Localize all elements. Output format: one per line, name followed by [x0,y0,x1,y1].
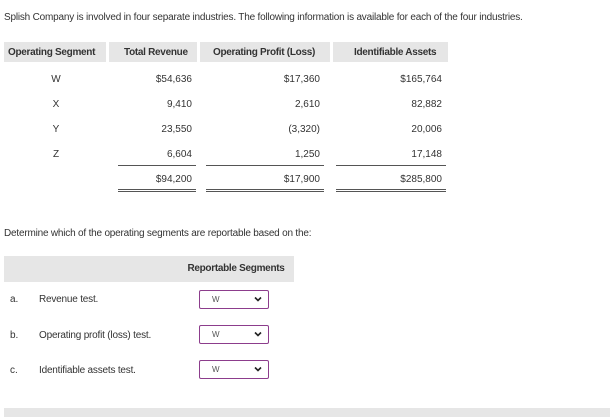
question-label-revenue: Revenue test. [39,294,99,305]
profit-cell: 2,610 [294,99,320,110]
question-label-assets: Identifiable assets test. [39,365,136,376]
question-prompt: Determine which of the operating segments are reportable based on the: [4,228,312,239]
segment-cell: W [51,74,61,85]
subtotal-line-assets [336,165,446,166]
subtotal-line-profit [206,165,324,166]
assets-test-select[interactable] [199,360,269,379]
double-underline-assets [336,189,446,192]
intro-text: Splish Company is involved in four separate industries. The following information is available for each of the four industries. [4,12,523,23]
question-letter-b: b. [10,330,19,341]
double-underline-profit [206,189,324,192]
profit-cell: $17,360 [283,74,320,85]
subtotal-line-revenue [118,165,196,166]
assets-cell: 17,148 [411,149,442,160]
header-segment: Operating Segment [8,47,96,58]
chevron-down-icon [253,364,263,374]
revenue-cell: 23,550 [161,124,192,135]
assets-cell: $165,764 [400,74,442,85]
total-revenue: $94,200 [155,174,192,185]
question-letter-a: a. [10,294,19,305]
profit-cell: 1,250 [294,149,320,160]
assets-cell: 20,006 [411,124,442,135]
chevron-down-icon [253,329,263,339]
segment-cell: Y [52,124,60,135]
revenue-cell: $54,636 [155,74,192,85]
segment-cell: Z [52,149,60,160]
question-letter-c: c. [10,365,18,376]
header-revenue: Total Revenue [124,47,188,58]
assets-cell: 82,882 [411,99,442,110]
question-label-profit: Operating profit (loss) test. [39,330,152,341]
bottom-panel-edge [4,408,610,417]
header-profit: Operating Profit (Loss) [213,47,315,58]
reportable-header: Reportable Segments [187,263,285,274]
revenue-cell: 6,604 [166,149,192,160]
total-assets: $285,800 [400,174,442,185]
segment-cell: X [52,99,60,110]
select-value: W [212,330,220,339]
profit-test-select[interactable] [199,325,269,344]
revenue-cell: 9,410 [166,99,192,110]
revenue-test-select[interactable] [199,290,269,309]
chevron-down-icon [253,294,263,304]
select-value: W [212,295,220,304]
total-profit: $17,900 [283,174,320,185]
double-underline-revenue [118,189,196,192]
profit-cell: (3,320) [288,124,320,135]
header-assets: Identifiable Assets [354,47,437,58]
select-value: W [212,365,220,374]
